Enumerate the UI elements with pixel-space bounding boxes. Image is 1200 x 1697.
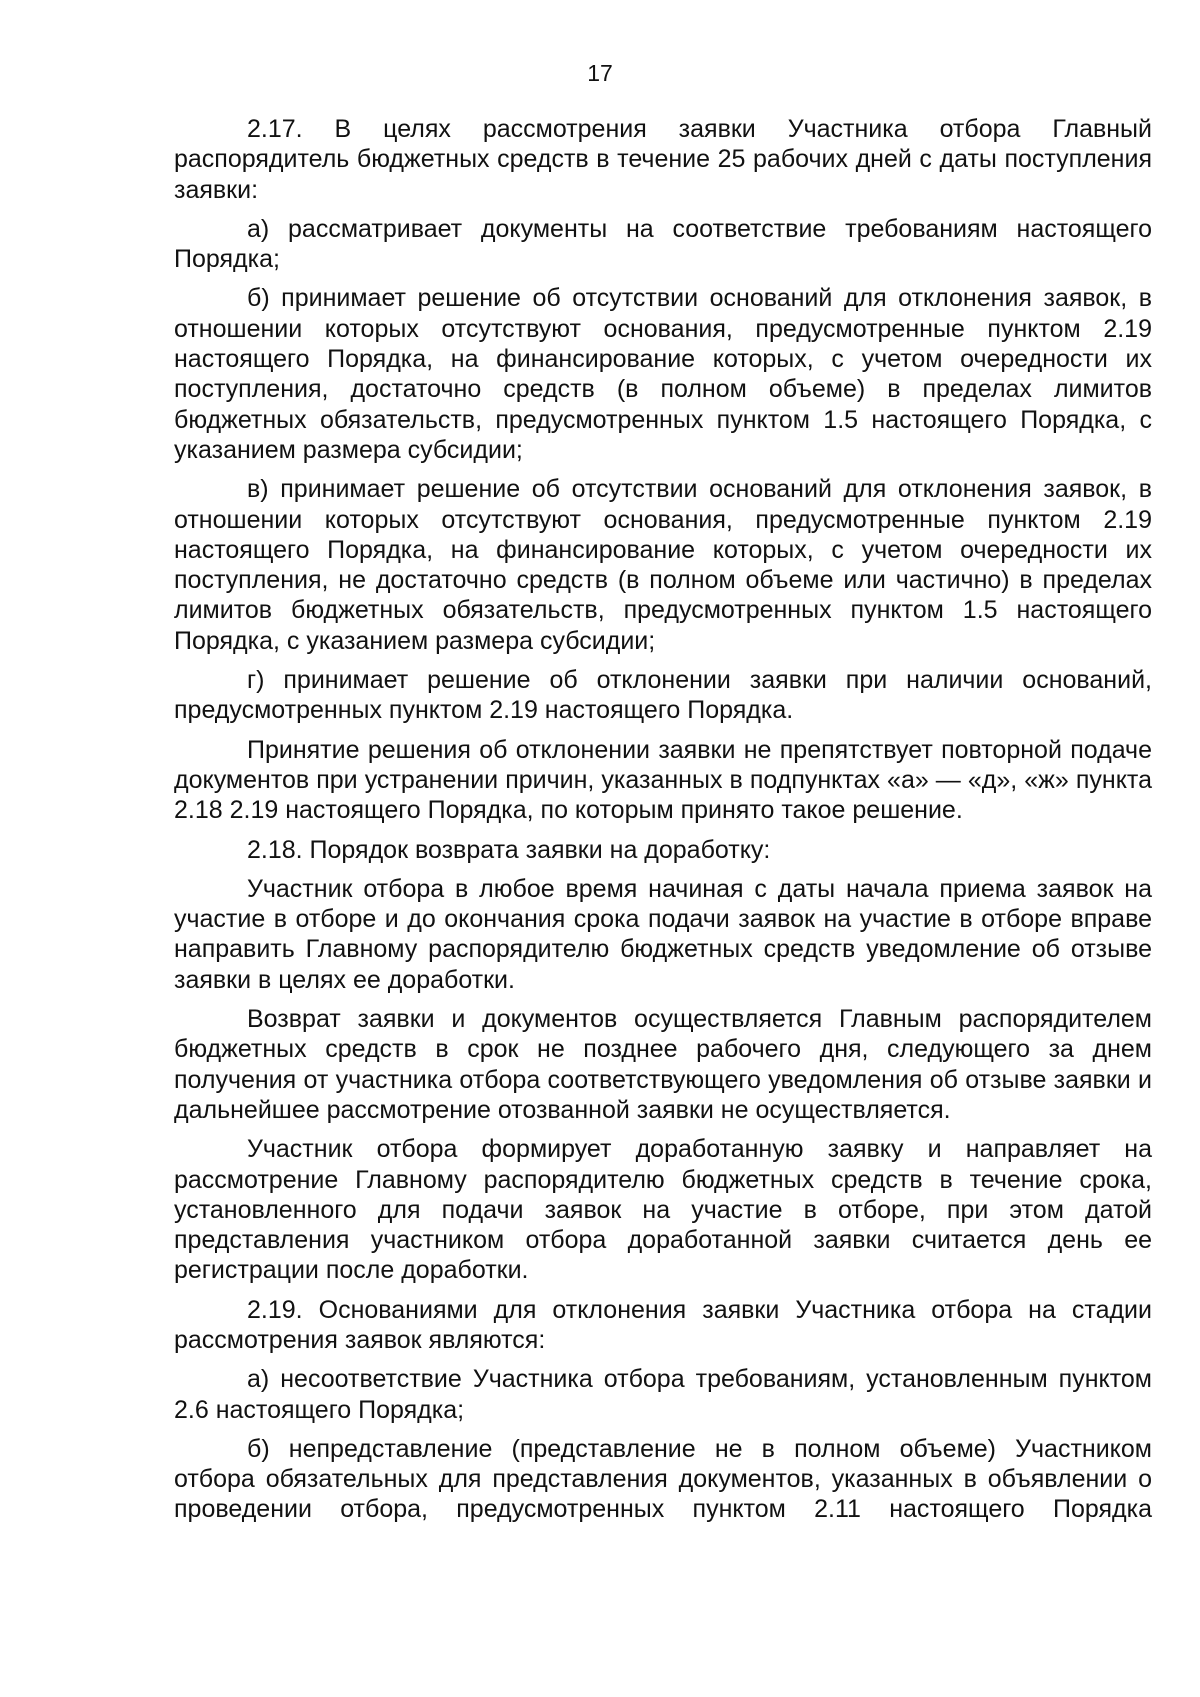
paragraph-2-18-resubmission: Участник отбора формирует доработанную заявку и направляет на рассмотрение Главному распорядителю бюджетных средств в течение срока, установленного для подачи заявок на участие в отборе, при этом датой представления участником отбора доработанной заявки считается день ее регистрации после доработки. — [174, 1135, 1152, 1285]
paragraph-2-19-intro: 2.19. Основаниями для отклонения заявки Участника отбора на стадии рассмотрения заявок являются: — [174, 1295, 1152, 1354]
paragraph-2-17-a: а) рассматривает документы на соответствие требованиям настоящего Порядка; — [174, 214, 1152, 274]
document-body — [174, 114, 1152, 1534]
paragraph-2-18-return: Возврат заявки и документов осуществляется Главным распорядителем бюджетных средств в срок не позднее рабочего дня, следующего за днем получения от участника отбора соответствующего уведомления об отзыве заявки и дальнейшее рассмотрение отозванной заявки не осуществляется. — [174, 1005, 1152, 1124]
paragraph-2-18-heading: 2.18. Порядок возврата заявки на доработку: — [247, 835, 771, 864]
paragraph-2-17-b: б) принимает решение об отсутствии оснований для отклонения заявок, в отношении которых отсутствуют основания, предусмотренные пунктом 2.19 настоящего Порядка, на финансирование которых, с учетом очередности их поступления, достаточно средств (в полном объеме) в пределах лимитов бюджетных обязательств, предусмотренных пунктом 1.5 настоящего Порядка, с указанием размера субсидии; — [174, 284, 1152, 464]
paragraph-2-17-v: в) принимает решение об отсутствии оснований для отклонения заявок, в отношении которых отсутствуют основания, предусмотренные пунктом 2.19 настоящего Порядка, на финансирование которых, с учетом очередности их поступления, не достаточно средств (в полном объеме или частично) в пределах лимитов бюджетных обязательств, предусмотренных пунктом 1.5 настоящего Порядка, с указанием размера субсидии; — [174, 475, 1152, 655]
paragraph-2-18-withdrawal: Участник отбора в любое время начиная с даты начала приема заявок на участие в отборе и до окончания срока подачи заявок на участие в отборе вправе направить Главному распорядителю бюджетных средств уведомление об отзыве заявки в целях ее доработки. — [174, 874, 1152, 994]
paragraph-2-17-g: г) принимает решение об отклонении заявки при наличии оснований, предусмотренных пунктом 2.19 настоящего Порядка. — [174, 666, 1152, 725]
paragraph-2-17-intro: 2.17. В целях рассмотрения заявки Участника отбора Главный распорядитель бюджетных средств в течение 25 рабочих дней с даты поступления заявки: — [174, 115, 1152, 204]
paragraph-2-19-b: б) непредставление (представление не в полном объеме) Участником отбора обязательных для представления документов, указанных в объявлении о проведении отбора, предусмотренных пунктом 2.11 настоящего Порядка — [174, 1434, 1152, 1524]
page-number: 17 — [587, 60, 613, 86]
paragraph-2-19-a: а) несоответствие Участника отбора требованиям, установленным пунктом 2.6 настоящего Порядка; — [174, 1365, 1152, 1424]
paragraph-2-17-rejection-note: Принятие решения об отклонении заявки не препятствует повторной подаче документов при устранении причин, указанных в подпунктах «а» — «д», «ж» пункта 2.18 2.19 настоящего Порядка, по которым принято такое решение. — [174, 735, 1152, 825]
